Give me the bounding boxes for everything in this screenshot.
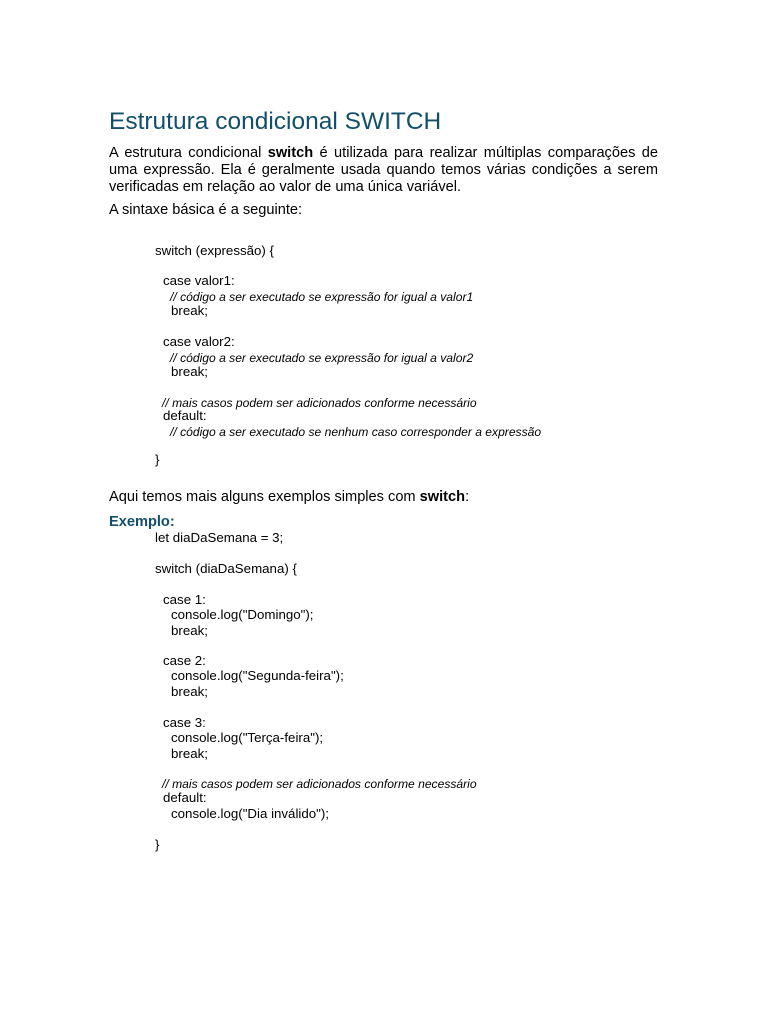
syntax-intro-text: A sintaxe básica é a seguinte: xyxy=(109,202,303,218)
page-title: Estrutura condicional SWITCH xyxy=(109,108,442,135)
code-line: default: xyxy=(163,790,207,805)
code-line: case valor1: xyxy=(163,273,235,288)
code-line: break; xyxy=(171,684,208,699)
code-line: case 1: xyxy=(163,592,206,607)
code-line: console.log("Terça-feira"); xyxy=(171,730,324,745)
code-line: console.log("Dia inválido"); xyxy=(171,806,329,821)
code-line: break; xyxy=(171,746,208,761)
intro-keyword: switch xyxy=(267,145,314,161)
code-line: break; xyxy=(171,364,208,379)
code-line: break; xyxy=(171,303,208,318)
example-heading: Exemplo: xyxy=(109,514,175,530)
examples-intro-end: : xyxy=(465,489,470,505)
code-line: default: xyxy=(163,408,207,423)
examples-intro-text xyxy=(109,489,469,506)
code-line: console.log("Segunda-feira"); xyxy=(171,668,344,683)
code-comment: // código a ser executado se nenhum caso corresponder a expressão xyxy=(170,425,542,439)
examples-intro-start: Aqui temos mais alguns exemplos simples com xyxy=(109,489,420,505)
code-line: case 2: xyxy=(163,653,206,668)
code-line: case 3: xyxy=(163,715,206,730)
code-line: case valor2: xyxy=(163,334,235,349)
code-line: console.log("Domingo"); xyxy=(171,607,314,622)
code-comment: // código a ser executado se expressão for igual a valor2 xyxy=(170,351,474,365)
code-comment: // mais casos podem ser adicionados conforme necessário xyxy=(162,777,477,791)
intro-text-start: A estrutura condicional xyxy=(109,145,268,161)
code-line: } xyxy=(155,452,160,467)
code-line: } xyxy=(155,837,160,852)
code-line: switch (expressão) { xyxy=(155,243,274,258)
code-line: let diaDaSemana = 3; xyxy=(155,530,284,545)
code-comment: // código a ser executado se expressão for igual a valor1 xyxy=(170,290,474,304)
code-line: break; xyxy=(171,623,208,638)
intro-paragraph xyxy=(109,145,658,196)
intro-text-end: é utilizada para realizar múltiplas comparações de uma expressão. Ela é geralmente usada quando temos várias condições a serem verificadas em relação ao valor de uma única variável. xyxy=(109,145,659,195)
code-comment: // mais casos podem ser adicionados conforme necessário xyxy=(162,396,477,410)
examples-intro-keyword: switch xyxy=(419,489,466,505)
code-line: switch (diaDaSemana) { xyxy=(155,561,297,576)
